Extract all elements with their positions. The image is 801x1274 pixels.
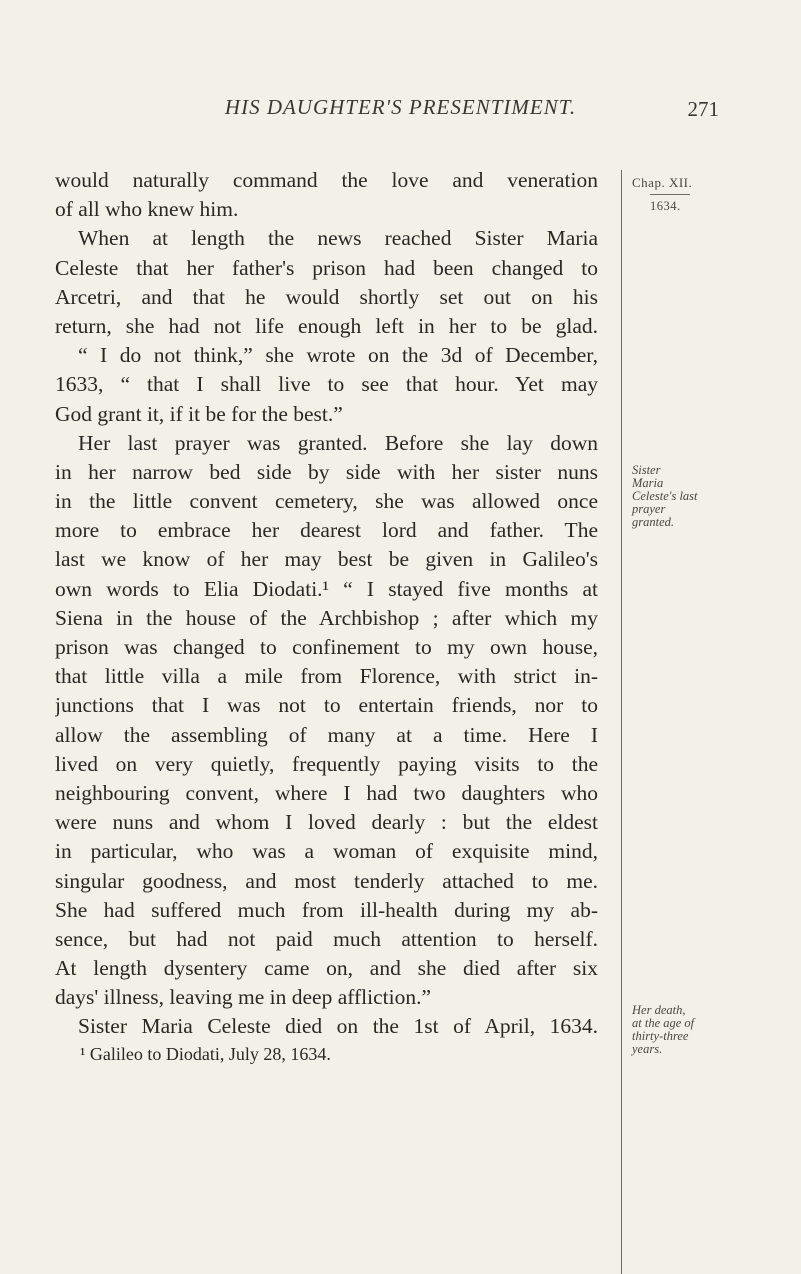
running-title: HIS DAUGHTER'S PRESENTIMENT. xyxy=(224,95,577,119)
text-line: Celeste that her father's prison had been changed to xyxy=(55,255,598,280)
page-header xyxy=(0,95,801,135)
margin-note-prayer xyxy=(632,464,792,529)
margin-note-line: granted. xyxy=(632,515,675,529)
text-line: of all who knew him. xyxy=(55,197,239,222)
text-line: She had suffered much from ill-health during my ab- xyxy=(55,897,598,922)
text-line: own words to Elia Diodati.¹ “ I stayed five months at xyxy=(55,576,598,601)
text-line: in particular, who was a woman of exquisite mind, xyxy=(55,839,598,864)
text-line: “ I do not think,” she wrote on the 3d of December, xyxy=(78,343,598,368)
chapter-label: Chap. XII. xyxy=(632,175,693,190)
text-line: singular goodness, and most tenderly attached to me. xyxy=(55,868,598,893)
text-line: lived on very quietly, frequently paying visits to the xyxy=(55,751,598,776)
text-line: Arcetri, and that he would shortly set out on his xyxy=(55,284,598,309)
text-line: Sister Maria Celeste died on the 1st of April, 1634. xyxy=(78,1014,598,1039)
margin-note-line: Maria xyxy=(632,476,664,490)
footnote: ¹ Galileo to Diodati, July 28, 1634. xyxy=(80,1043,331,1064)
text-line: would naturally command the love and veneration xyxy=(55,168,598,192)
chapter-divider xyxy=(650,194,690,195)
page-number: 271 xyxy=(687,97,719,121)
margin-note-line: Celeste's last xyxy=(632,489,698,503)
text-line: Siena in the house of the Archbishop ; after which my xyxy=(55,605,598,630)
text-line: days' illness, leaving me in deep affliction.” xyxy=(55,985,432,1010)
text-line: more to embrace her dearest lord and father. The xyxy=(55,518,598,543)
margin-rule xyxy=(621,170,622,1274)
text-line: prison was changed to confinement to my own house, xyxy=(55,635,598,659)
margin-note-line: Sister xyxy=(632,463,661,477)
text-line: At length dysentery came on, and she died after six xyxy=(55,956,598,981)
text-line: sence, but had not paid much attention to herself. xyxy=(55,926,598,951)
chapter-marker xyxy=(632,176,792,213)
margin-note-line: years. xyxy=(632,1042,663,1056)
margin-note-death xyxy=(632,1004,792,1056)
text-line: allow the assembling of many at a time. Here I xyxy=(55,722,598,747)
text-line: Her last prayer was granted. Before she lay down xyxy=(78,430,598,455)
text-line: God grant it, if it be for the best.” xyxy=(55,401,343,426)
text-line: return, she had not life enough left in her to be glad. xyxy=(55,313,598,338)
text-line: in the little convent cemetery, she was allowed once xyxy=(55,489,598,514)
text-line: that little villa a mile from Florence, with strict in- xyxy=(55,664,598,689)
text-line: 1633, “ that I shall live to see that hour. Yet may xyxy=(55,372,598,397)
text-line: When at length the news reached Sister Maria xyxy=(78,226,598,251)
text-line: neighbouring convent, where I had two daughters who xyxy=(55,780,598,805)
margin-note-line: at the age of xyxy=(632,1016,695,1030)
text-line: in her narrow bed side by side with her sister nuns xyxy=(55,459,598,484)
body-text xyxy=(55,166,598,1067)
text-line: were nuns and whom I loved dearly : but the eldest xyxy=(55,810,598,835)
margin-note-line: prayer xyxy=(632,502,666,516)
margin-year: 1634. xyxy=(650,199,681,213)
text-line: junctions that I was not to entertain friends, nor to xyxy=(55,693,598,718)
text-line: last we know of her may best be given in Galileo's xyxy=(55,547,598,572)
margin-note-line: thirty-three xyxy=(632,1029,689,1043)
margin-note-line: Her death, xyxy=(632,1003,686,1017)
